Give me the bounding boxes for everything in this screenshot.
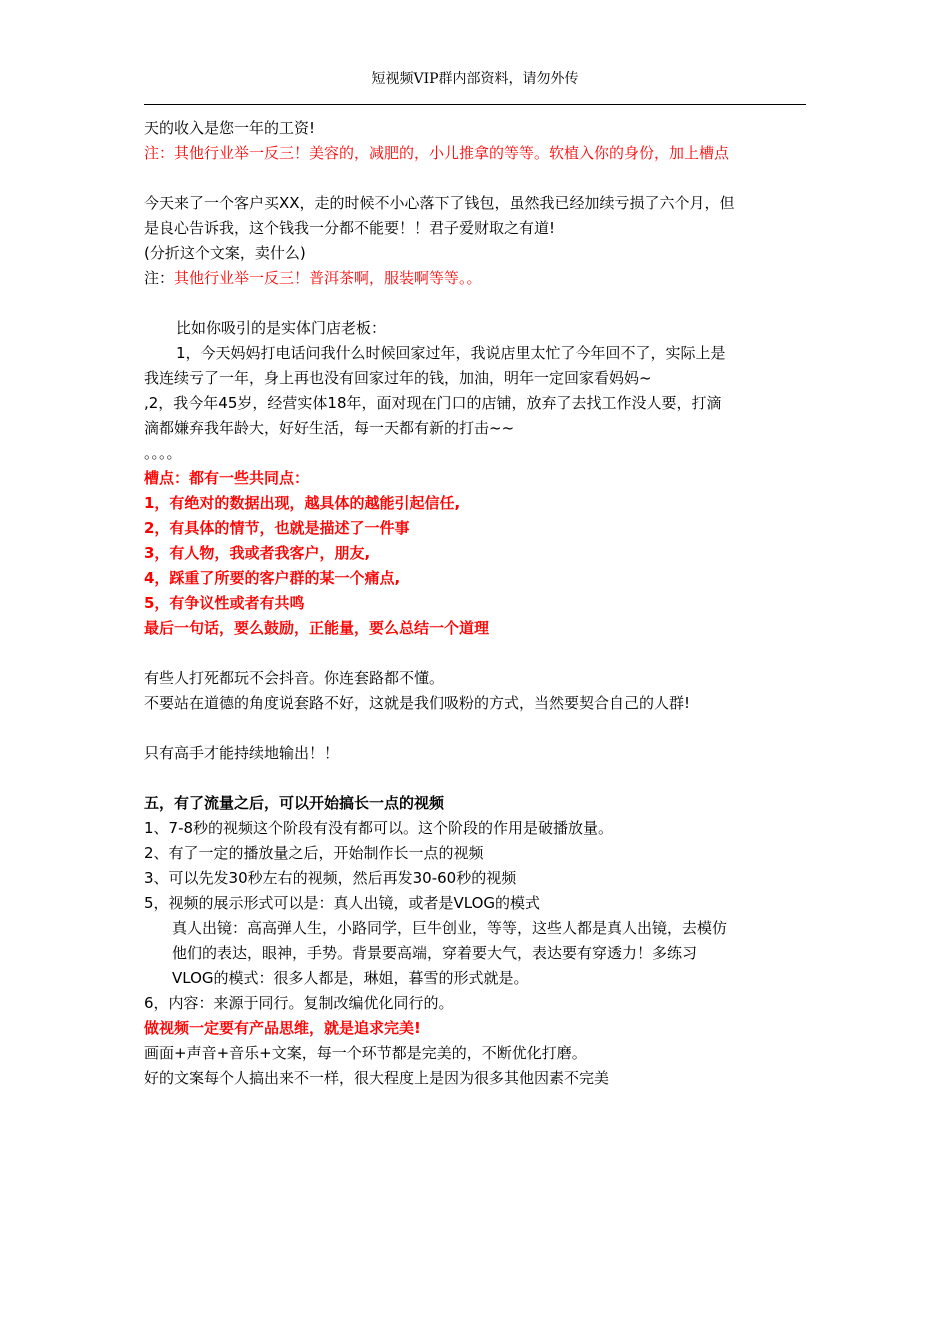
paragraph-income: 天的收入是您一年的工资! bbox=[144, 119, 316, 137]
point-item: 2，有具体的情节，也就是描述了一件事 bbox=[144, 519, 410, 537]
analyze-prompt: (分折这个文案，卖什么) bbox=[144, 244, 306, 262]
douyin-line1: 有些人打死都玩不会抖音。你连套路都不懂。 bbox=[144, 669, 445, 687]
section5-item6: 6，内容：来源于同行。复制改编优化同行的。 bbox=[144, 994, 454, 1012]
master-output: 只有高手才能持续地输出！！ bbox=[144, 744, 340, 762]
boss-intro: 比如你吸引的是实体门店老板： bbox=[176, 319, 387, 337]
real-person-line1: 真人出镜：高高弹人生，小路同学，巨牛创业，等等，这些人都是真人出镜，去模仿 bbox=[172, 919, 728, 937]
story-wallet-line1: 今天来了一个客户买XX，走的时候不小心落下了钱包，虽然我已经加续亏损了六个月，但 bbox=[144, 194, 735, 212]
section5-title: 五，有了流量之后，可以开始搞长一点的视频 bbox=[144, 794, 445, 812]
spacer bbox=[144, 766, 814, 791]
section5-item: 2、有了一定的播放量之后，开始制作长一点的视频 bbox=[144, 844, 484, 862]
page-header: 短视频VIP群内部资料，请勿外传 bbox=[371, 71, 579, 87]
point-item: 3，有人物，我或者我客户，朋友, bbox=[144, 544, 371, 562]
product-thinking: 做视频一定要有产品思维，就是追求完美! bbox=[144, 1019, 421, 1037]
header-divider bbox=[144, 104, 806, 105]
douyin-line2: 不要站在道德的角度说套路不好，这就是我们吸粉的方式，当然要契合自己的人群! bbox=[144, 694, 691, 712]
last-line: 好的文案每个人搞出来不一样，很大程度上是因为很多其他因素不完美 bbox=[144, 1069, 610, 1087]
note-tea-prefix: 注： bbox=[144, 269, 175, 287]
vlog-mode: VLOG的模式：很多人都是，琳姐，暮雪的形式就是。 bbox=[172, 969, 529, 987]
spacer bbox=[144, 166, 814, 191]
point-item: 最后一句话，要么鼓励，正能量，要么总结一个道理 bbox=[144, 619, 490, 637]
points-title: 槽点：都有一些共同点： bbox=[144, 469, 310, 487]
spacer bbox=[144, 291, 814, 316]
ellipsis-dots: 。。。。 bbox=[144, 444, 182, 462]
section5-item: 3、可以先发30秒左右的视频，然后再发30-60秒的视频 bbox=[144, 869, 517, 887]
boss-example2-line1: ,2，我今年45岁，经营实体18年，面对现在门口的店铺，放弃了去找工作没人要，打滴 bbox=[144, 394, 722, 412]
boss-example2-line2: 滴都嫌弃我年龄大，好好生活，每一天都有新的打击~~ bbox=[144, 419, 515, 437]
boss-example1-line2: 我连续亏了一年，身上再也没有回家过年的钱，加油，明年一定回家看妈妈~ bbox=[144, 369, 652, 387]
note-tea bbox=[144, 266, 814, 291]
real-person-line2: 他们的表达，眼神，手势。背景要高端，穿着要大气，表达要有穿透力！多练习 bbox=[172, 944, 698, 962]
section5-item: 5，视频的展示形式可以是：真人出镜，或者是VLOG的模式 bbox=[144, 894, 541, 912]
point-item: 5，有争议性或者有共鸣 bbox=[144, 594, 305, 612]
document-body bbox=[144, 116, 814, 1091]
spacer bbox=[144, 641, 814, 666]
perfect-elements: 画面+声音+音乐+文案，每一个环节都是完美的，不断优化打磨。 bbox=[144, 1044, 587, 1062]
section5-item: 1、7-8秒的视频这个阶段有没有都可以。这个阶段的作用是破播放量。 bbox=[144, 819, 614, 837]
point-item: 4，踩重了所要的客户群的某一个痛点, bbox=[144, 569, 401, 587]
story-wallet-line2: 是良心告诉我，这个钱我一分都不能要！！君子爱财取之有道! bbox=[144, 219, 556, 237]
note-beauty: 注：其他行业举一反三！美容的，减肥的，小儿推拿的等等。软植入你的身份，加上槽点 bbox=[144, 144, 730, 162]
point-item: 1，有绝对的数据出现，越具体的越能引起信任, bbox=[144, 494, 461, 512]
note-tea-text: 其他行业举一反三！普洱茶啊，服装啊等等。。 bbox=[174, 269, 482, 287]
spacer bbox=[144, 716, 814, 741]
boss-example1-line1: 1，今天妈妈打电话问我什么时候回家过年，我说店里太忙了今年回不了，实际上是 bbox=[176, 344, 726, 362]
